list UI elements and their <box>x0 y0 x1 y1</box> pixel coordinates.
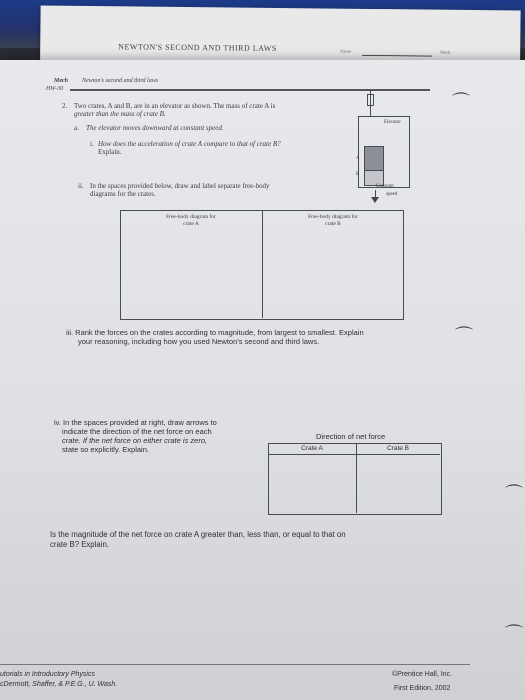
cable-mount <box>367 94 374 106</box>
fbd-crate-b-area[interactable] <box>264 212 265 213</box>
net-force-title: Direction of net force <box>316 432 386 441</box>
footer-publisher: ©Prentice Hall, Inc. <box>392 671 453 678</box>
speed-label: speed <box>386 192 398 197</box>
pen-mark-icon: ⌒ <box>505 484 523 505</box>
pen-mark-icon: ⌒ <box>505 624 523 645</box>
header-subtitle: Newton's second and third laws <box>82 78 159 84</box>
net-force-crate-a: Crate A <box>301 445 323 452</box>
crate-a-label: A <box>356 156 360 161</box>
sub-iii-text2: your reasoning, including how you used Newton's second and third laws. <box>78 337 320 346</box>
header-mech: Mech <box>54 78 68 84</box>
name-line <box>362 55 432 57</box>
sub-ii-label: ii. <box>78 182 84 190</box>
pen-mark-icon: ⌒ <box>455 326 473 347</box>
sub-iv-text2: indicate the direction of the net force on each <box>62 427 212 436</box>
back-sheet-mech-label: Mech <box>440 49 451 55</box>
sub-ii-text2: diagrams for the crates. <box>90 190 156 198</box>
back-sheet-name-label: Name <box>340 48 351 54</box>
header-hw: HW-30 <box>46 86 64 92</box>
constant-label: Constant <box>376 184 394 189</box>
final-question-text2: crate B? Explain. <box>50 540 109 549</box>
sub-ii-text1: In the spaces provided below, draw and label separate free-body <box>90 182 270 190</box>
header-rule <box>70 89 430 91</box>
back-sheet-title: NEWTON'S SECOND AND THIRD LAWS <box>118 42 277 53</box>
final-question-text1: Is the magnitude of the net force on crate A greater than, less than, or equal to that on <box>50 530 346 539</box>
worksheet-page <box>0 60 525 700</box>
sub-iv-text3: crate. If the net force on either crate is zero, <box>62 436 208 445</box>
fbd-crate-a-header-1: Free-body diagram for <box>166 214 216 220</box>
sub-iii-text1: iii. Rank the forces on the crates according to magnitude, from largest to smallest. Explain <box>66 328 364 337</box>
sub-iv-text1: iv. In the spaces provided at right, draw arrows to <box>54 418 217 427</box>
sub-i-label: i. <box>90 140 94 148</box>
footer-edition: First Edition, 2002 <box>394 685 451 692</box>
question-number: 2. <box>62 102 68 110</box>
pen-mark-icon: ⌒ <box>452 92 470 113</box>
net-force-crate-b: Crate B <box>386 445 410 452</box>
velocity-arrow-icon <box>371 197 379 203</box>
sub-i-text2: Explain. <box>98 148 122 156</box>
part-a-text: The elevator moves downward at constant speed. <box>86 124 224 132</box>
fbd-crate-a-area[interactable] <box>120 212 121 213</box>
crate-a <box>364 146 384 172</box>
question-text-line2: greater than the mass of crate B. <box>74 110 166 118</box>
net-force-header-rule <box>268 454 440 455</box>
question-text-line1: Two crates, A and B, are in an elevator as shown. The mass of crate A is <box>74 102 276 110</box>
elevator-label: Elevator <box>384 120 401 125</box>
footer-rule <box>0 664 470 665</box>
footer-authors: cDermott, Shaffer, & P.E.G., U. Wash. <box>0 681 118 688</box>
crate-b-label: B <box>356 172 360 177</box>
sub-iv-text4: state so explicitly. Explain. <box>62 445 149 454</box>
sub-i-text: How does the acceleration of crate A compare to that of crate B? <box>98 140 281 148</box>
fbd-crate-a-header-2: crate A <box>183 221 199 227</box>
fbd-crate-b-header-2: crate B <box>325 221 341 227</box>
fbd-divider <box>262 210 263 318</box>
part-a-label: a. <box>74 124 79 132</box>
footer-book-title: utorials in Introductory Physics <box>0 671 95 678</box>
fbd-crate-b-header-1: Free-body diagram for <box>308 214 358 220</box>
